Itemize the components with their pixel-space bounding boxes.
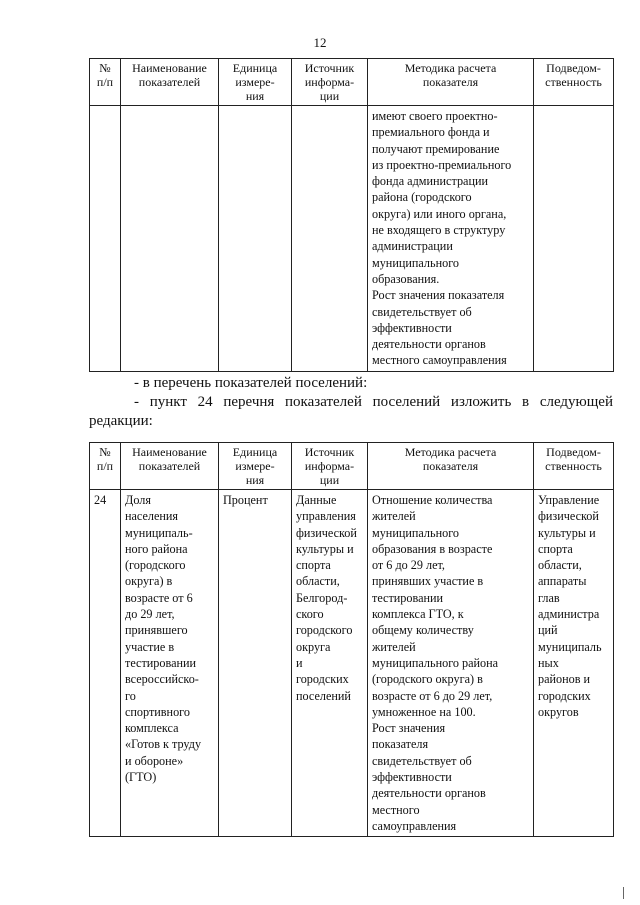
text-line: муниципального — [372, 255, 459, 270]
text-line: администрации — [372, 239, 453, 254]
text-line: Наименование — [132, 445, 207, 459]
text-line: администра — [538, 607, 600, 622]
text-line: округа) в — [125, 574, 173, 589]
text-line: показателя — [422, 459, 479, 473]
text-line: получают премирование — [372, 141, 500, 156]
text-line: районов и — [538, 672, 591, 687]
text-line: муниципального района — [372, 655, 499, 670]
text-line: местного самоуправления — [372, 353, 507, 368]
text-line: № — [99, 61, 111, 75]
header-num — [90, 443, 121, 490]
text-line: Источник — [304, 61, 355, 75]
text-line: показателей — [138, 459, 201, 473]
text-line: возрасте от 6 до 29 лет, — [372, 688, 493, 703]
text-line: поселений — [296, 688, 351, 703]
text-line: от 6 до 29 лет, — [372, 558, 445, 573]
text-line: управления — [296, 509, 356, 524]
header-method — [368, 443, 534, 490]
text-line: культуры и — [538, 525, 596, 540]
text-line: показателя — [372, 737, 429, 752]
header-subordination — [534, 443, 614, 490]
paragraph-item-24-edit: - пункт 24 перечня показателей поселений изложить в следующей редакции: — [89, 394, 613, 429]
text-line: и обороне» — [125, 753, 184, 768]
text-line: Методика расчета — [404, 61, 497, 75]
text-line: эффективности — [372, 320, 452, 335]
text-line: городского — [296, 623, 353, 638]
cell-name — [121, 106, 219, 372]
header-unit — [219, 443, 292, 490]
header-name — [121, 59, 219, 106]
text-line: ции — [319, 473, 340, 487]
text-line: культуры и — [296, 541, 354, 556]
text-line: деятельности органов — [372, 786, 486, 801]
text-line: Рост значения показателя — [372, 288, 505, 303]
text-line: муниципаль- — [125, 525, 193, 540]
text-line: имеют своего проектно- — [372, 109, 498, 123]
scan-margin-mark — [623, 887, 628, 899]
text-line: (ГТО) — [125, 770, 157, 785]
text-line: Рост значения — [372, 721, 446, 736]
text-line: Управление — [538, 493, 600, 507]
text-line: физической — [538, 509, 599, 524]
text-line: ственность — [545, 75, 602, 89]
header-method — [368, 59, 534, 106]
text-line: «Готов к труду — [125, 737, 202, 752]
text-line: (городского округа) в — [372, 672, 483, 687]
text-line: ния — [245, 89, 265, 103]
text-line: свидетельствует об — [372, 753, 472, 768]
text-line: и — [296, 655, 303, 670]
text-line: из проектно-премиального — [372, 157, 512, 172]
text-line: образования. — [372, 271, 440, 286]
text-line: области, — [538, 558, 582, 573]
text-line: Единица — [232, 445, 278, 459]
page-number: 12 — [313, 35, 327, 50]
cell-num: 24 — [90, 490, 121, 837]
text-line: Источник — [304, 445, 355, 459]
text-line: глав — [538, 590, 560, 605]
text-line: ных — [538, 655, 559, 670]
text-line: Доля — [125, 493, 151, 507]
text-line: спорта — [538, 541, 573, 556]
paragraph-settlement-list: - в перечень показателей поселений: — [134, 375, 368, 391]
header-num — [90, 59, 121, 106]
text-line: умноженное на 100. — [372, 704, 476, 719]
text-line: принявших участие в — [372, 574, 484, 589]
text-line: Подведом- — [546, 445, 601, 459]
indicator-table-continued — [89, 58, 614, 372]
text-line: измере- — [235, 459, 275, 473]
text-line: ния — [245, 473, 265, 487]
text-line: спорта — [296, 558, 331, 573]
cell-method — [368, 490, 534, 837]
text-line: ского — [296, 607, 324, 622]
text-line: комплекса — [125, 721, 179, 736]
text-line: области, — [296, 574, 340, 589]
header-subordination — [534, 59, 614, 106]
text-line: показателя — [422, 75, 479, 89]
cell-unit: Процент — [219, 490, 292, 837]
cell-source — [292, 490, 368, 837]
text-line: комплекса ГТО, к — [372, 607, 464, 622]
text-line: жителей — [372, 639, 416, 654]
text-line: возрасте от 6 — [125, 590, 193, 605]
header-source — [292, 59, 368, 106]
cell-subordination — [534, 106, 614, 372]
text-line: всероссийско- — [125, 672, 199, 687]
text-line: участие в — [125, 639, 175, 654]
text-line: ного района — [125, 541, 188, 556]
text-line: округов — [538, 704, 579, 719]
header-source — [292, 443, 368, 490]
text-line: округа) или иного органа, — [372, 206, 507, 221]
table-header-row — [90, 443, 614, 490]
text-line: деятельности органов — [372, 337, 486, 352]
text-line: (городского — [125, 558, 186, 573]
text-line: показателей — [138, 75, 201, 89]
cell-unit — [219, 106, 292, 372]
text-line: до 29 лет, — [125, 607, 175, 622]
text-line: Подведом- — [546, 61, 601, 75]
text-line: Методика расчета — [404, 445, 497, 459]
text-line: самоуправления — [372, 818, 457, 833]
text-line: городских — [296, 672, 349, 687]
text-line: тестировании — [125, 655, 197, 670]
text-line: п/п — [96, 459, 114, 473]
cell-subordination — [534, 490, 614, 837]
text-line: жителей — [372, 509, 416, 524]
text-line: Наименование — [132, 61, 207, 75]
table-row — [90, 490, 614, 837]
text-line: измере- — [235, 75, 275, 89]
text-line: информа- — [304, 459, 355, 473]
cell-source — [292, 106, 368, 372]
text-line: муниципального — [372, 525, 459, 540]
text-line: Отношение количества — [372, 493, 493, 507]
text-line: муниципаль — [538, 639, 602, 654]
text-line: фонда администрации — [372, 174, 489, 189]
text-line: общему количеству — [372, 623, 474, 638]
header-unit — [219, 59, 292, 106]
text-line: населения — [125, 509, 179, 524]
text-line: информа- — [304, 75, 355, 89]
text-line: принявшего — [125, 623, 188, 638]
text-line: эффективности — [372, 770, 452, 785]
text-line: Белгород- — [296, 590, 348, 605]
text-line: не входящего в структуру — [372, 223, 506, 238]
cell-num — [90, 106, 121, 372]
text-line: района (городского — [372, 190, 472, 205]
header-name — [121, 443, 219, 490]
table-row — [90, 106, 614, 372]
table-header-row — [90, 59, 614, 106]
text-line: ции — [319, 89, 340, 103]
text-line: аппараты — [538, 574, 587, 589]
text-line: п/п — [96, 75, 114, 89]
cell-method — [368, 106, 534, 372]
cell-name — [121, 490, 219, 837]
indicator-table-item-24 — [89, 442, 614, 837]
text-line: спортивного — [125, 704, 190, 719]
text-line: физической — [296, 525, 357, 540]
text-line: образования в возрасте — [372, 541, 493, 556]
text-line: премиального фонда и — [372, 125, 490, 140]
text-line: округа — [296, 639, 331, 654]
text-line: местного — [372, 802, 420, 817]
text-line: ственность — [545, 459, 602, 473]
text-line: Данные — [296, 493, 337, 507]
text-line: го — [125, 688, 136, 703]
text-line: тестировании — [372, 590, 444, 605]
text-line: ций — [538, 623, 558, 638]
text-line: Единица — [232, 61, 278, 75]
text-line: городских — [538, 688, 591, 703]
text-line: свидетельствует об — [372, 304, 472, 319]
text-line: № — [99, 445, 111, 459]
